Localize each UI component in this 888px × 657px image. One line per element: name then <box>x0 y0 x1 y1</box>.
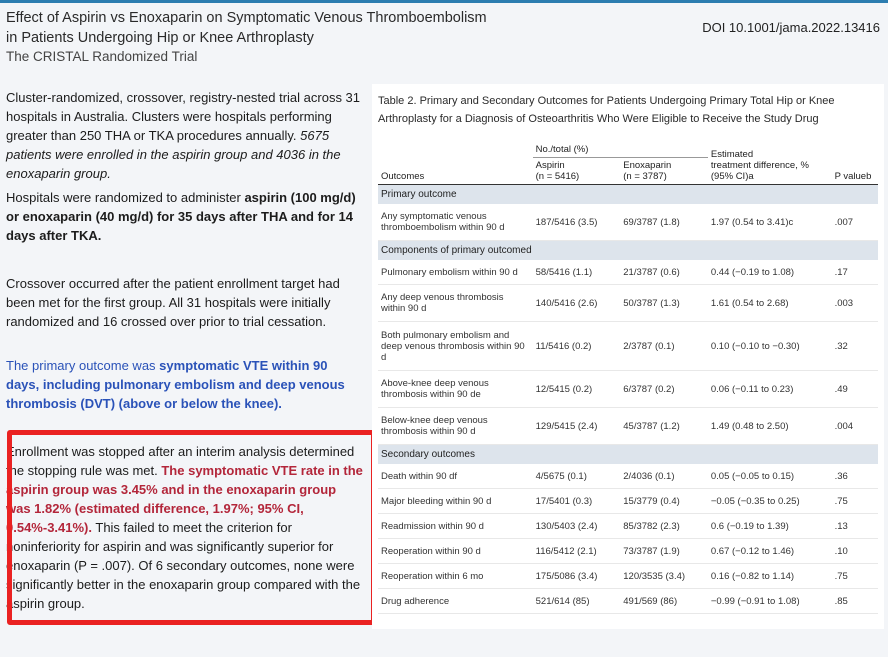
doi-label: DOI 10.1001/jama.2022.13416 <box>702 20 880 35</box>
cell-difference: −0.05 (−0.35 to 0.25) <box>708 489 832 514</box>
cell-difference: 1.97 (0.54 to 3.41)c <box>708 204 832 241</box>
table-body <box>378 185 878 614</box>
cell-aspirin: 130/5403 (2.4) <box>533 514 621 539</box>
col-header-aspirin: Aspirin (n = 5416) <box>533 158 621 185</box>
crossover-text: Crossover occurred after the patient enrollment target had been met for the first group. All 31 hospitals were initially randomized and 16 crossed over prior to trial cessation. <box>6 276 340 329</box>
cell-p-value: .007 <box>832 204 878 241</box>
col-header-difference: Estimated treatment difference, % (95% CI)a <box>708 142 832 185</box>
table-row <box>378 322 878 371</box>
results-highlight-box <box>7 430 376 625</box>
cell-p-value: .36 <box>832 464 878 489</box>
cell-enoxaparin: 45/3787 (1.2) <box>620 408 708 445</box>
col-header-p-value: P valueb <box>832 142 878 185</box>
cell-outcome: Any symptomatic venous thromboembolism within 90 d <box>378 204 533 241</box>
cell-p-value: .004 <box>832 408 878 445</box>
table-row <box>378 539 878 564</box>
cell-enoxaparin: 120/3535 (3.4) <box>620 564 708 589</box>
table-caption: Table 2. Primary and Secondary Outcomes for Patients Undergoing Primary Total Hip or Knee Arthroplasty for a Diagnosis of Osteoarthritis Who Were Eligible to Receive the Study Drug <box>378 95 835 125</box>
cell-aspirin: 17/5401 (0.3) <box>533 489 621 514</box>
cell-difference: 0.06 (−0.11 to 0.23) <box>708 371 832 408</box>
enrollment-text: 5675 patients were enrolled in the aspirin group and 4036 in the enoxaparin group. <box>6 128 341 181</box>
table-row <box>378 260 878 285</box>
table-row <box>378 408 878 445</box>
table-row <box>378 564 878 589</box>
cell-aspirin: 11/5416 (0.2) <box>533 322 621 371</box>
cell-p-value: .75 <box>832 564 878 589</box>
table-row <box>378 589 878 614</box>
cell-difference: −0.99 (−0.91 to 1.08) <box>708 589 832 614</box>
cell-difference: 1.49 (0.48 to 2.50) <box>708 408 832 445</box>
cell-outcome: Major bleeding within 90 d <box>378 489 533 514</box>
cell-difference: 0.16 (−0.82 to 1.14) <box>708 564 832 589</box>
primary-outcome-bold: symptomatic VTE within 90 days, including pulmonary embolism and deep venous thrombosis (DVT) (above or below the knee). <box>6 358 345 411</box>
cell-enoxaparin: 491/569 (86) <box>620 589 708 614</box>
intervention-text-bold: aspirin (100 mg/d) or enoxaparin (40 mg/d) for 35 days after THA and for 14 days after TKA. <box>6 190 356 243</box>
summary-paragraph-intervention <box>6 188 364 245</box>
summary-paragraph-crossover <box>6 274 364 331</box>
page-title-line-2: in Patients Undergoing Hip or Knee Arthroplasty <box>6 30 314 46</box>
cell-outcome: Above-knee deep venous thrombosis within 90 de <box>378 371 533 408</box>
cell-p-value: .13 <box>832 514 878 539</box>
table-row <box>378 285 878 322</box>
cell-p-value: .10 <box>832 539 878 564</box>
col-header-group: No./total (%) <box>533 142 708 158</box>
table-section-header <box>378 185 878 205</box>
top-accent-line <box>0 0 888 3</box>
cell-enoxaparin: 50/3787 (1.3) <box>620 285 708 322</box>
cell-p-value: .17 <box>832 260 878 285</box>
table-row <box>378 514 878 539</box>
summary-paragraph-design <box>6 88 364 183</box>
cell-difference: 0.67 (−0.12 to 1.46) <box>708 539 832 564</box>
table-row <box>378 204 878 241</box>
cell-enoxaparin: 69/3787 (1.8) <box>620 204 708 241</box>
cell-outcome: Pulmonary embolism within 90 d <box>378 260 533 285</box>
cell-outcome: Drug adherence <box>378 589 533 614</box>
cell-enoxaparin: 21/3787 (0.6) <box>620 260 708 285</box>
cell-enoxaparin: 2/3787 (0.1) <box>620 322 708 371</box>
cell-outcome: Below-knee deep venous thrombosis within 90 d <box>378 408 533 445</box>
cell-difference: 1.61 (0.54 to 2.68) <box>708 285 832 322</box>
cell-p-value: .75 <box>832 489 878 514</box>
cell-aspirin: 116/5412 (2.1) <box>533 539 621 564</box>
results-highlight: The symptomatic VTE rate in the aspirin group was 3.45% and in the enoxaparin group was 1.82% (estimated difference, 1.97%; 95% CI, 0.54%-3.41%). <box>6 463 363 535</box>
cell-aspirin: 140/5416 (2.6) <box>533 285 621 322</box>
cell-enoxaparin: 15/3779 (0.4) <box>620 489 708 514</box>
cell-difference: 0.44 (−0.19 to 1.08) <box>708 260 832 285</box>
table-section-header <box>378 445 878 465</box>
primary-outcome-lead: The primary outcome was <box>6 358 160 373</box>
page-title-line-1: Effect of Aspirin vs Enoxaparin on Symptomatic Venous Thromboembolism <box>6 10 487 26</box>
table-row <box>378 489 878 514</box>
cell-aspirin: 12/5415 (0.2) <box>533 371 621 408</box>
table-row <box>378 464 878 489</box>
design-text: Cluster-randomized, crossover, registry-nested trial across 31 hospitals in Australia. Clusters were hospitals performing greater than 250 THA or TKA procedures annually. <box>6 90 361 143</box>
table-section-header <box>378 241 878 261</box>
cell-outcome: Death within 90 df <box>378 464 533 489</box>
cell-enoxaparin: 85/3782 (2.3) <box>620 514 708 539</box>
cell-outcome: Both pulmonary embolism and deep venous thrombosis within 90 d <box>378 322 533 371</box>
cell-aspirin: 521/614 (85) <box>533 589 621 614</box>
cell-p-value: .32 <box>832 322 878 371</box>
cell-enoxaparin: 6/3787 (0.2) <box>620 371 708 408</box>
cell-p-value: .85 <box>832 589 878 614</box>
cell-enoxaparin: 73/3787 (1.9) <box>620 539 708 564</box>
col-header-outcomes: Outcomes <box>378 142 533 185</box>
cell-aspirin: 187/5416 (3.5) <box>533 204 621 241</box>
section-title: Components of primary outcomed <box>378 241 878 261</box>
summary-paragraph-primary-outcome <box>6 356 364 413</box>
cell-aspirin: 129/5415 (2.4) <box>533 408 621 445</box>
cell-aspirin: 4/5675 (0.1) <box>533 464 621 489</box>
cell-aspirin: 58/5416 (1.1) <box>533 260 621 285</box>
cell-difference: 0.05 (−0.05 to 0.15) <box>708 464 832 489</box>
results-tail: This failed to meet the criterion for noninferiority for aspirin and was significantly superior for enoxaparin (P = .007). Of 6 secondary outcomes, none were significantly better in the enoxaparin group compared with the aspirin group. <box>6 520 361 611</box>
cell-aspirin: 175/5086 (3.4) <box>533 564 621 589</box>
section-title: Primary outcome <box>378 185 878 205</box>
outcomes-table-card <box>372 84 884 629</box>
cell-p-value: .003 <box>832 285 878 322</box>
cell-outcome: Reoperation within 6 mo <box>378 564 533 589</box>
results-lead: Enrollment was stopped after an interim analysis determined the stopping rule was met. <box>6 444 355 478</box>
cell-outcome: Readmission within 90 d <box>378 514 533 539</box>
section-title: Secondary outcomes <box>378 445 878 465</box>
table-row <box>378 371 878 408</box>
cell-outcome: Reoperation within 90 d <box>378 539 533 564</box>
cell-difference: 0.10 (−0.10 to −0.30) <box>708 322 832 371</box>
col-header-enoxaparin: Enoxaparin (n = 3787) <box>620 158 708 185</box>
title-block <box>6 8 606 66</box>
cell-enoxaparin: 2/4036 (0.1) <box>620 464 708 489</box>
page-subtitle: The CRISTAL Randomized Trial <box>6 49 198 64</box>
intervention-text-lead: Hospitals were randomized to administer <box>6 190 245 205</box>
cell-difference: 0.6 (−0.19 to 1.39) <box>708 514 832 539</box>
cell-outcome: Any deep venous thrombosis within 90 d <box>378 285 533 322</box>
outcomes-table <box>378 142 878 614</box>
cell-p-value: .49 <box>832 371 878 408</box>
